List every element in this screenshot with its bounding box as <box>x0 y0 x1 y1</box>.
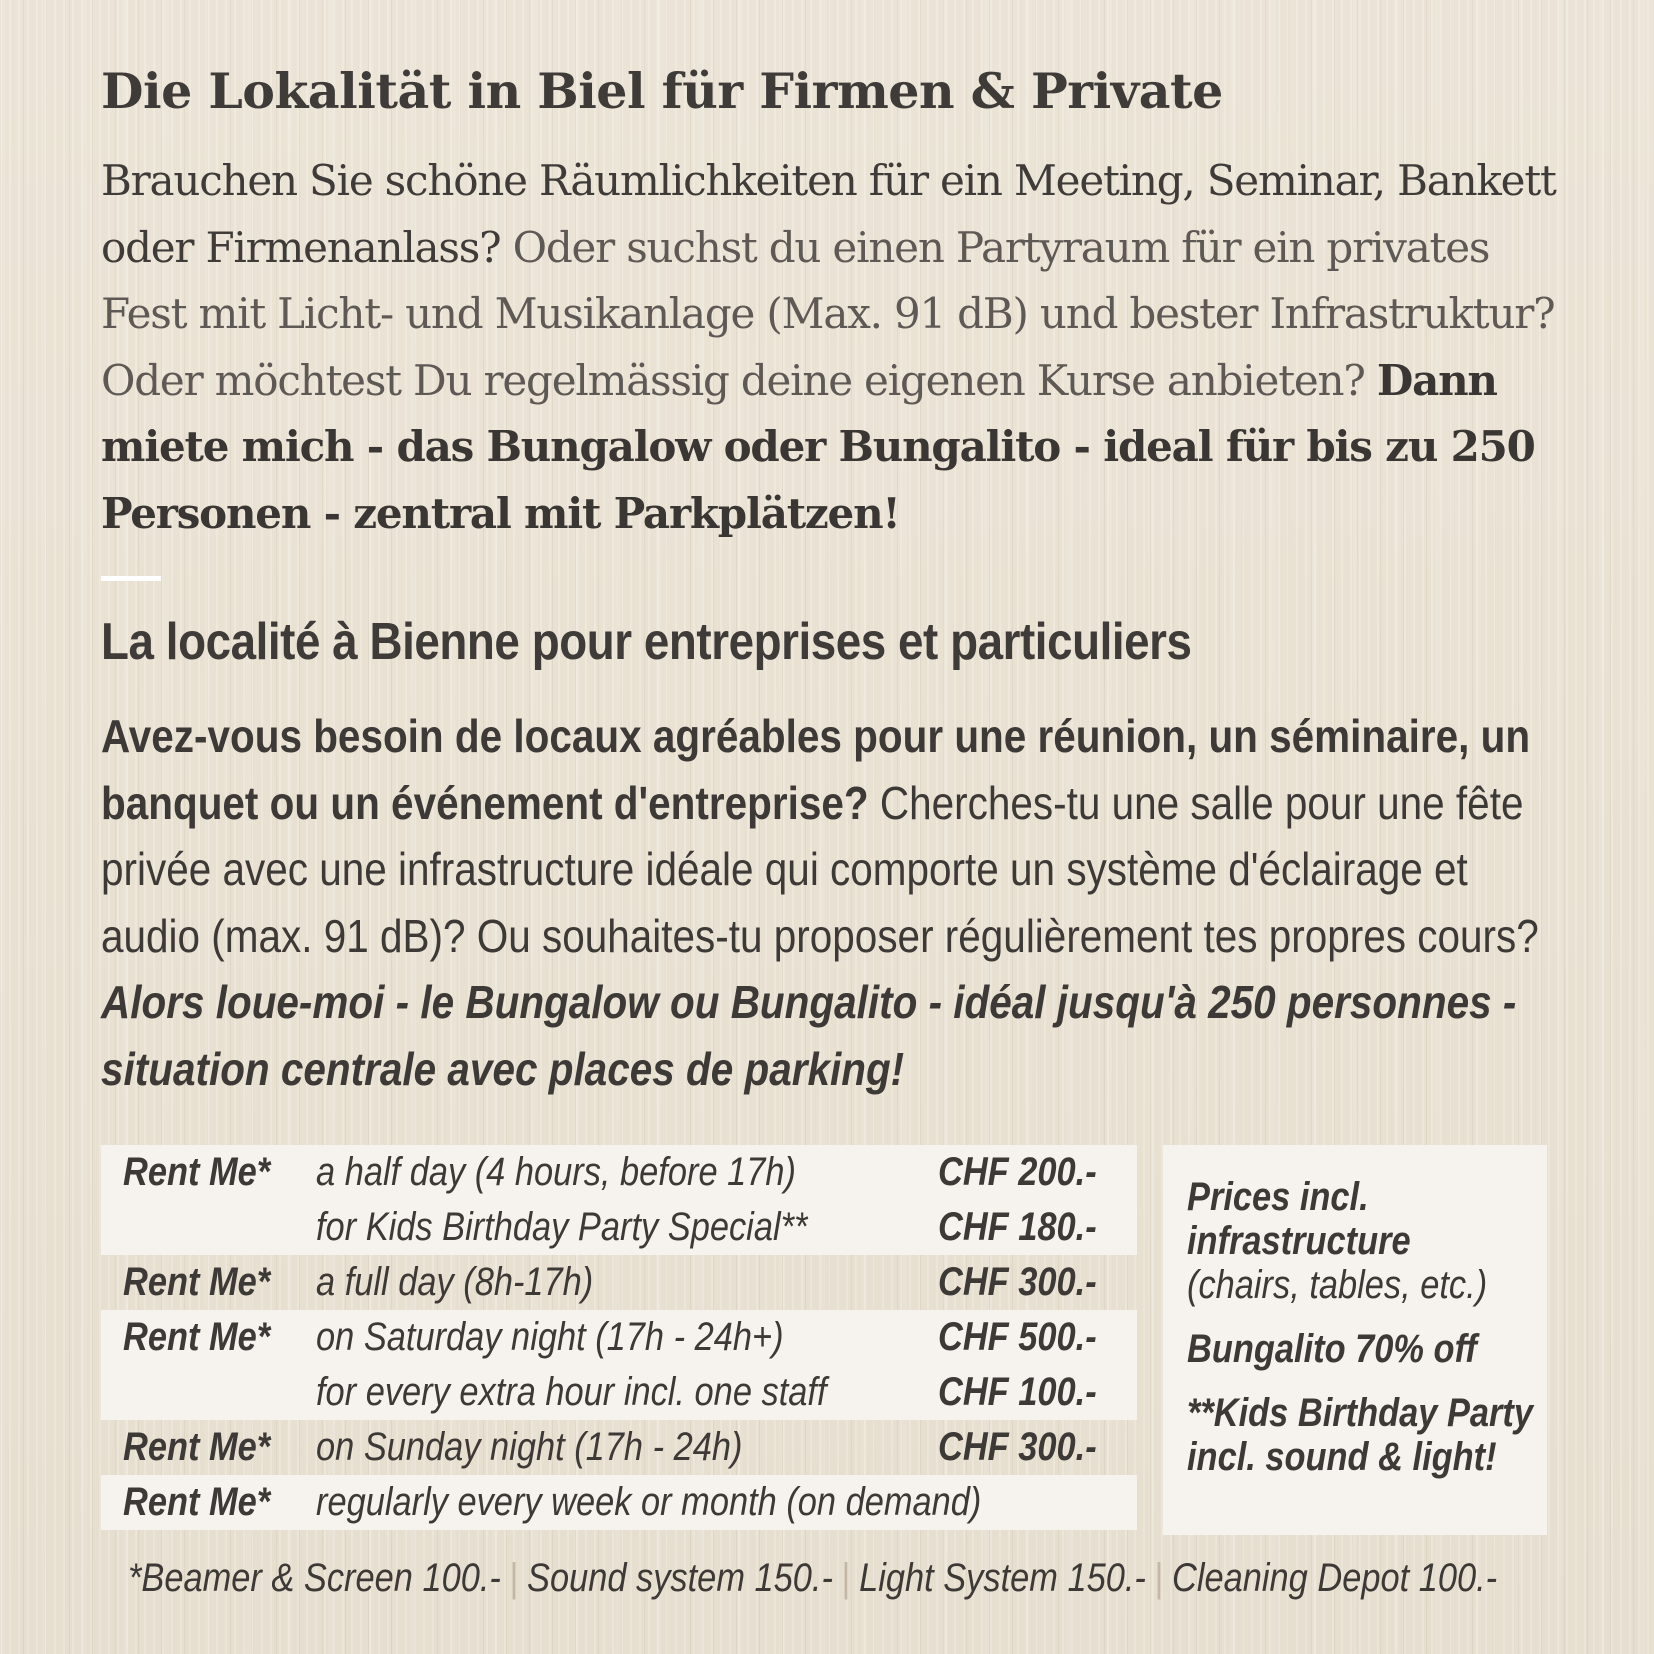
rent-price: CHF 300.- <box>938 1425 1097 1469</box>
prices-incl-detail: (chairs, tables, etc.) <box>1187 1263 1488 1307</box>
german-intro: Brauchen Sie schöne Räumlichkeiten für ein Meeting, Seminar, Bankett oder Firmenanlass? <box>101 156 1556 272</box>
rent-price: CHF 500.- <box>938 1315 1097 1359</box>
rent-description: on Sunday night (17h - 24h) <box>316 1425 743 1469</box>
german-callout: Dann miete mich - das Bungalow oder Bungalito - ideal für bis zu 250 Personen - zentral mit Parkplätzen! <box>101 355 1535 538</box>
rent-description: for every extra hour incl. one staff <box>316 1370 827 1414</box>
footer-item: Light System 150.- <box>859 1556 1146 1600</box>
price-row <box>101 1365 1137 1420</box>
extras-footer <box>128 1556 1497 1601</box>
rent-description: on Saturday night (17h - 24h+) <box>316 1315 784 1359</box>
prices-incl-line2: infrastructure <box>1187 1219 1411 1263</box>
footer-item: Sound system 150.- <box>526 1556 833 1600</box>
price-row <box>101 1420 1137 1475</box>
german-body: Oder suchst du einen Partyraum für ein privates Fest mit Licht- und Musikanlage (Max. 91 dB) und bester Infrastruktur? Oder möchtest Du regelmässig deine eigenen Kurse anbieten? <box>101 222 1555 405</box>
price-row <box>101 1200 1137 1255</box>
prices-included-note <box>1187 1175 1548 1307</box>
rent-description: a half day (4 hours, before 17h) <box>316 1150 796 1194</box>
german-description <box>101 148 1571 547</box>
price-row <box>101 1310 1137 1365</box>
rent-label: Rent Me* <box>123 1150 271 1194</box>
rent-label: Rent Me* <box>123 1480 271 1524</box>
kids-party-note <box>1187 1391 1548 1479</box>
price-row <box>101 1255 1137 1310</box>
footer-separator: | <box>509 1556 519 1600</box>
kids-line1: **Kids Birthday Party <box>1187 1391 1534 1435</box>
rent-description: a full day (8h-17h) <box>316 1260 594 1304</box>
rent-price: CHF 300.- <box>938 1260 1097 1304</box>
rent-label: Rent Me* <box>123 1260 271 1304</box>
french-description <box>101 703 1562 1102</box>
price-row <box>101 1475 1137 1530</box>
kids-line2: incl. sound & light! <box>1187 1435 1497 1479</box>
french-callout: Alors loue-moi - le Bungalow ou Bungalito - idéal jusqu'à 250 personnes - situation centrale avec places de parking! <box>101 976 1517 1095</box>
rent-label: Rent Me* <box>123 1425 271 1469</box>
footer-item: *Beamer & Screen 100.- <box>128 1556 501 1600</box>
rent-price: CHF 180.- <box>938 1205 1097 1249</box>
section-divider <box>101 576 161 581</box>
german-title: Die Lokalität in Biel für Firmen & Private <box>101 62 1223 120</box>
rent-label: Rent Me* <box>123 1315 271 1359</box>
prices-incl-line1: Prices incl. <box>1187 1175 1369 1219</box>
price-row <box>101 1145 1137 1200</box>
french-title: La localité à Bienne pour entreprises et particuliers <box>101 613 1192 671</box>
rent-description: for Kids Birthday Party Special** <box>316 1205 808 1249</box>
rent-price: CHF 100.- <box>938 1370 1097 1414</box>
rent-description: regularly every week or month (on demand) <box>316 1480 982 1524</box>
footer-item: Cleaning Depot 100.- <box>1172 1556 1498 1600</box>
discount-note: Bungalito 70% off <box>1187 1327 1477 1371</box>
french-intro: Avez-vous besoin de locaux agréables pour une réunion, un séminaire, un banquet ou un événement d'entreprise? <box>101 710 1531 829</box>
french-body: Cherches-tu une salle pour une fête privée avec une infrastructure idéale qui comporte un système d'éclairage et audio (max. 91 dB)? Ou souhaites-tu proposer régulièrement tes propres cours? <box>101 776 1539 962</box>
footer-separator: | <box>1154 1556 1164 1600</box>
price-table <box>101 1145 1137 1530</box>
rent-price: CHF 200.- <box>938 1150 1097 1194</box>
footer-separator: | <box>841 1556 851 1600</box>
price-info-box <box>1163 1145 1547 1535</box>
